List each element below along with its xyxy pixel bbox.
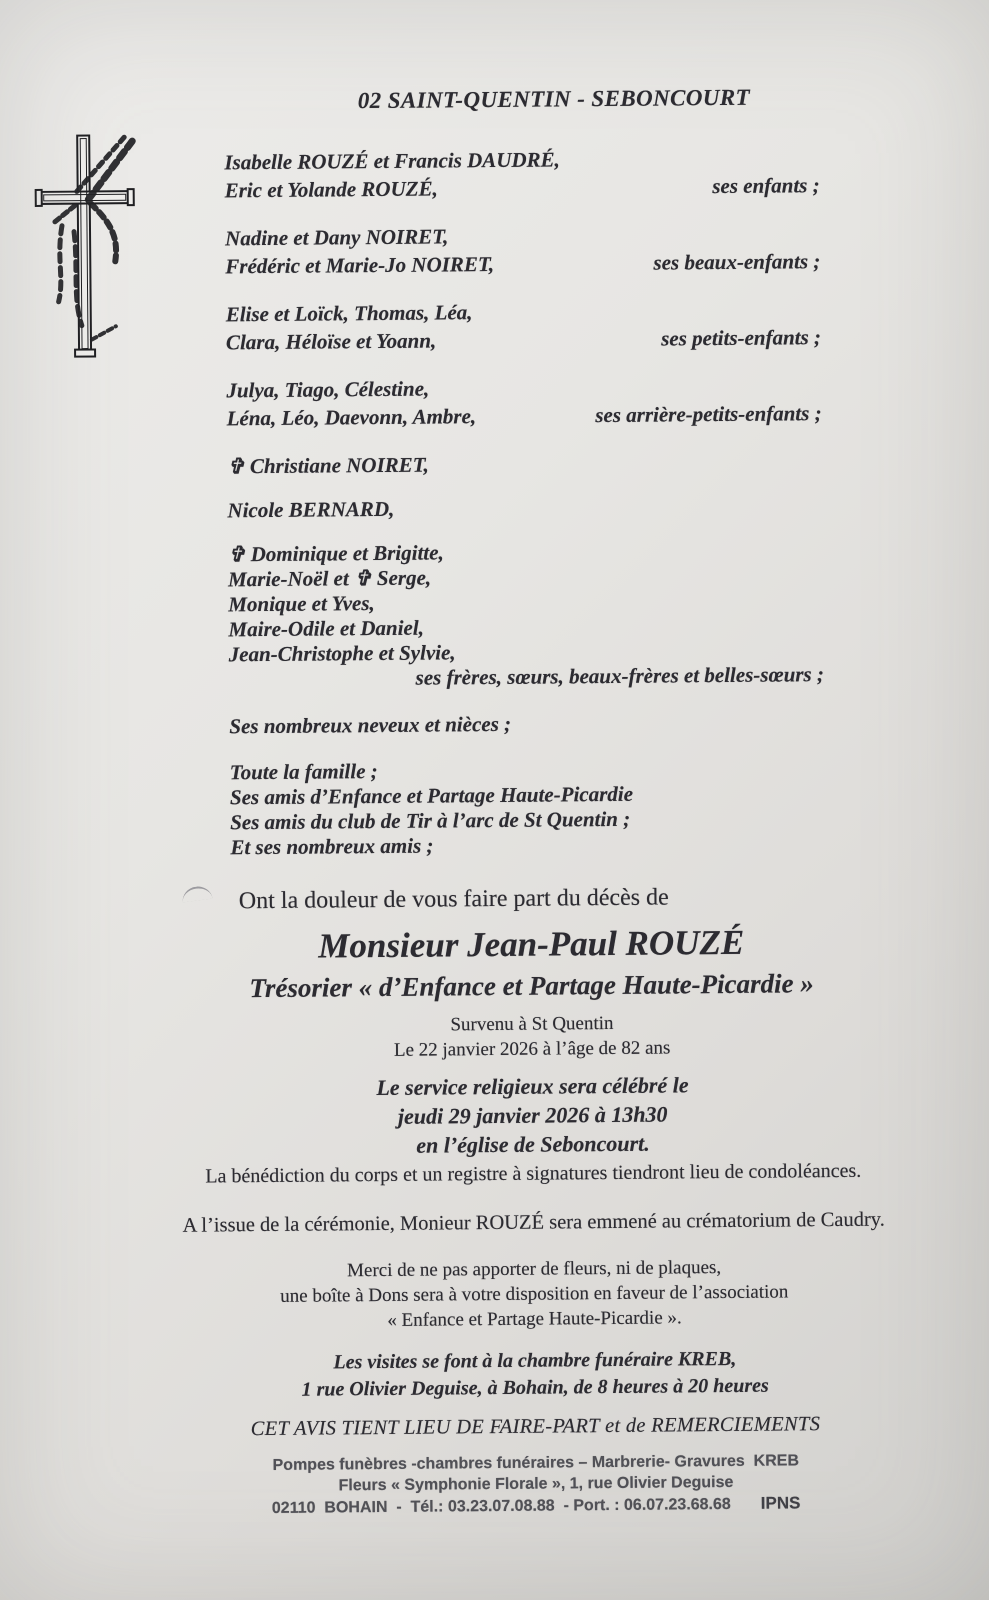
memorial-cross-icon <box>28 129 142 365</box>
relation-label: ses petits-enfants ; <box>661 325 822 351</box>
family-names-line: Frédéric et Marie-Jo NOIRET, <box>225 251 495 279</box>
service-line: Le service religieux sera célébré le <box>376 1072 689 1101</box>
service-line: en l’église de Seboncourt. <box>416 1130 650 1158</box>
relation-label: ses beaux-enfants ; <box>653 249 821 275</box>
family-group-grandchildren <box>226 295 821 356</box>
announcement-intro: Ont la douleur de vous faire part du décès de <box>238 884 669 915</box>
friends-line: Toute la famille ; <box>229 759 378 785</box>
family-names-line: Clara, Héloïse et Yoann, <box>225 328 437 355</box>
legal-notice-line: CET AVIS TIENT LIEU DE FAIRE-PART et de REMERCIEMENTS <box>250 1413 821 1441</box>
family-names-line: Léna, Léo, Daevonn, Ambre, <box>226 404 477 431</box>
friends-line: Ses amis du club de Tir à l’arc de St Quentin ; <box>230 806 631 835</box>
sibling-line: ✞ Dominique et Brigitte, <box>227 540 444 567</box>
sibling-line: Monique et Yves, <box>228 591 375 617</box>
sibling-line: Maire-Odile et Daniel, <box>228 615 424 642</box>
pen-mark <box>181 885 213 903</box>
friends-line: Ses amis d’Enfance et Partage Haute-Picardie <box>229 781 634 810</box>
relation-label: ses frères, sœurs, beaux-frères et belles-sœurs ; <box>415 662 825 690</box>
funeral-home-address: 02110 BOHAIN - Tél.: 03.23.07.08.88 - Port. : 06.07.23.68.68 <box>271 1495 731 1517</box>
family-names-line: Nadine et Dany NOIRET, <box>224 224 449 251</box>
family-list <box>224 143 821 432</box>
cross-with-palm-graphic <box>28 129 142 365</box>
funeral-home-line: Pompes funèbres -chambres funéraires – Marbrerie- Gravures KREB <box>272 1452 800 1474</box>
death-details <box>77 1008 987 1066</box>
family-names-line: Elise et Loïck, Thomas, Léa, <box>225 300 473 327</box>
relation-label: ses arrière-petits-enfants ; <box>595 401 822 428</box>
sibling-line: Jean-Christophe et Sylvie, <box>228 640 456 667</box>
family-group-great-grandchildren <box>226 371 821 432</box>
deceased-role: Trésorier « d’Enfance et Partage Haute-Picardie » <box>249 968 814 1004</box>
death-place: Survenu à St Quentin <box>450 1012 614 1036</box>
donation-line: Merci de ne pas apporter de fleurs, ni de plaques, <box>346 1257 722 1282</box>
donation-line: une boîte à Dons sera à votre disposition en faveur de l’association <box>280 1281 789 1307</box>
cremation-line: A l’issue de la cérémonie, Monieur ROUZÉ sera emmené au crématorium de Caudry. <box>182 1208 885 1237</box>
visits-line: Les visites se font à la chambre funéraire KREB, <box>333 1347 737 1374</box>
donation-line: « Enfance et Partage Haute-Picardie ». <box>387 1307 682 1331</box>
relation-label: ses enfants ; <box>712 173 820 199</box>
family-group-stepchildren <box>225 219 820 280</box>
donations-block <box>79 1253 989 1336</box>
friends-line: Et ses nombreux amis ; <box>230 833 434 860</box>
deceased-name: Monsieur Jean-Paul ROUZÉ <box>318 922 745 966</box>
page-title: 02 SAINT-QUENTIN - SEBONCOURT <box>357 84 751 114</box>
sibling-line: Marie-Noël et ✞ Serge, <box>227 565 432 592</box>
funeral-home-line: Fleurs « Symphonie Florale », 1, rue Olivier Deguise <box>338 1473 734 1495</box>
death-date: Le 22 janvier 2026 à l’âge de 82 ans <box>393 1037 671 1061</box>
benediction-line: La bénédiction du corps et un registre à signatures tiendront lieu de condoléances. <box>205 1159 862 1188</box>
service-line: jeudi 29 janvier 2026 à 13h30 <box>397 1101 668 1129</box>
funeral-home-footer <box>81 1449 989 1521</box>
ipns-mark: IPNS <box>760 1493 801 1513</box>
siblings-group <box>228 537 824 692</box>
deceased-sister-line: ✞ Christiane NOIRET, <box>226 452 429 479</box>
nephews-line: Ses nombreux neveux et nièces ; <box>229 711 512 739</box>
family-names-line: Julya, Tiago, Célestine, <box>226 376 430 403</box>
friend-line: Nicole BERNARD, <box>227 496 395 523</box>
visits-line: 1 rue Olivier Deguise, à Bohain, de 8 heures à 20 heures <box>301 1374 769 1401</box>
friends-group <box>230 754 989 861</box>
family-group-children <box>224 143 819 204</box>
family-names-line: Eric et Yolande ROUZÉ, <box>224 176 438 203</box>
service-details <box>77 1068 988 1163</box>
visits-block <box>80 1344 989 1406</box>
family-names-line: Isabelle ROUZÉ et Francis DAUDRÉ, <box>224 147 560 175</box>
